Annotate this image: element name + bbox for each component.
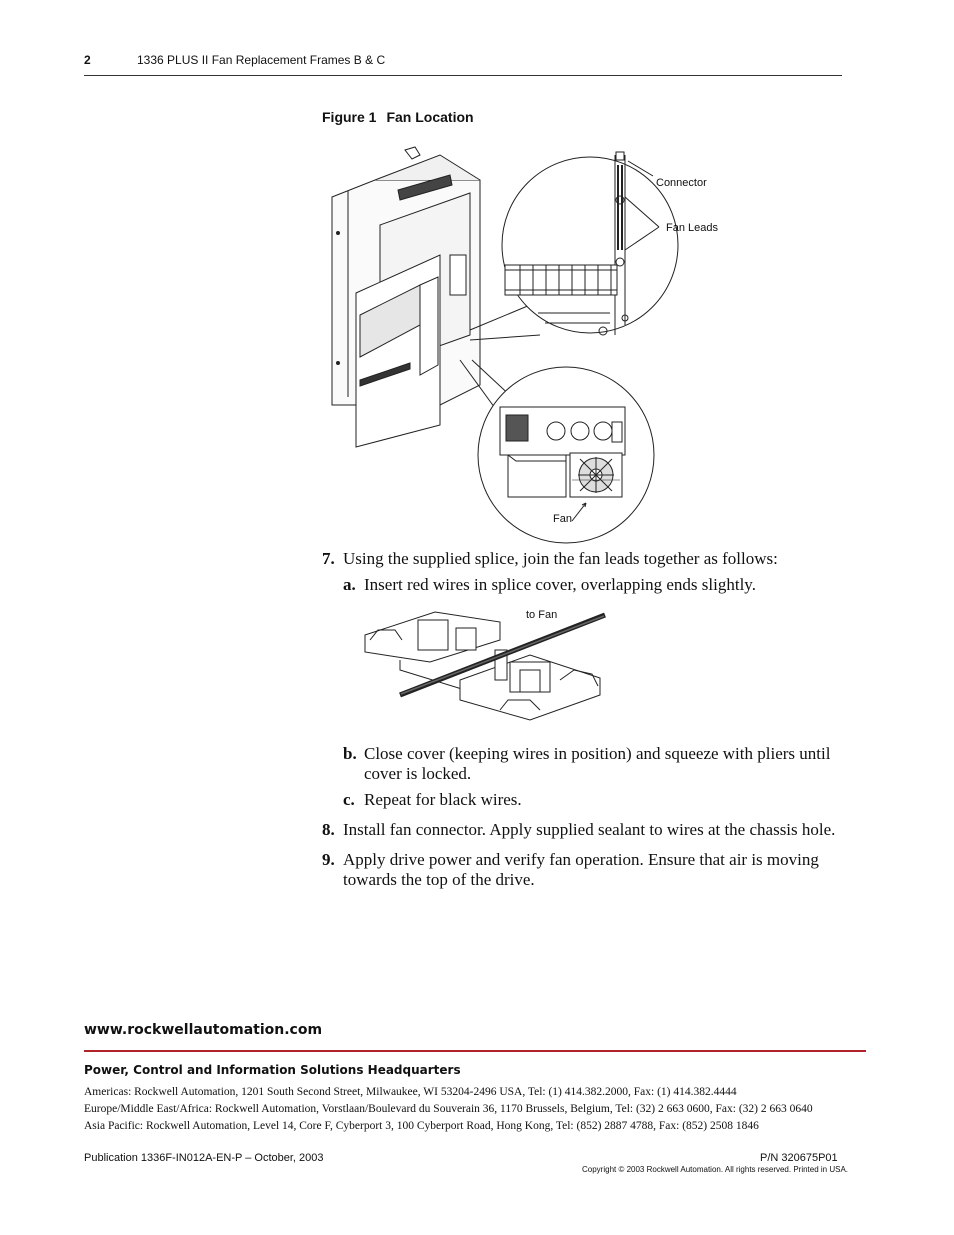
step-text: Using the supplied splice, join the fan leads together as follows: bbox=[343, 549, 778, 568]
address-emea: Europe/Middle East/Africa: Rockwell Automation, Vorstlaan/Boulevard du Souverain 36, 1170 Brussels, Belgium, Tel: (32) 2 663 0600, Fax: (32) 2 663 0640 bbox=[84, 1103, 813, 1115]
part-number: P/N 320675P01 bbox=[760, 1152, 838, 1164]
fan-callout: Fan bbox=[553, 513, 572, 525]
footer-red-rule bbox=[84, 1050, 866, 1052]
substep-text-line2: cover is locked. bbox=[364, 764, 472, 783]
website-link[interactable]: www.rockwellautomation.com bbox=[84, 1022, 323, 1038]
step-number: 7. bbox=[322, 549, 335, 568]
publication-number: Publication 1336F-IN012A-EN-P – October, 2003 bbox=[84, 1152, 324, 1164]
figure-label: Figure 1 bbox=[322, 109, 377, 125]
figure-title: Fan Location bbox=[386, 109, 474, 125]
substep-text: Repeat for black wires. bbox=[364, 790, 522, 809]
fan-detail-circle bbox=[478, 367, 654, 543]
substep-text: Insert red wires in splice cover, overlapping ends slightly. bbox=[364, 575, 756, 594]
address-americas: Americas: Rockwell Automation, 1201 South Second Street, Milwaukee, WI 53204-2496 USA, Tel: (1) 414.382.2000, Fax: (1) 414.382.4444 bbox=[84, 1086, 737, 1098]
running-header-title: 1336 PLUS II Fan Replacement Frames B & C bbox=[137, 53, 386, 67]
connector-callout: Connector bbox=[656, 177, 707, 189]
connector-detail-circle bbox=[502, 152, 718, 335]
copyright: Copyright © 2003 Rockwell Automation. All rights reserved. Printed in USA. bbox=[582, 1165, 849, 1174]
splice-illustration bbox=[360, 600, 610, 735]
headquarters-title: Power, Control and Information Solutions Headquarters bbox=[84, 1063, 461, 1077]
step-text: Install fan connector. Apply supplied sealant to wires at the chassis hole. bbox=[343, 820, 836, 839]
step-number: 8. bbox=[322, 820, 335, 839]
figure-caption bbox=[322, 109, 474, 125]
header-rule bbox=[84, 75, 842, 76]
substep-letter: b. bbox=[343, 744, 357, 763]
step-text-line1: Apply drive power and verify fan operation. Ensure that air is moving bbox=[343, 850, 819, 869]
fan-leads-callout: Fan Leads bbox=[666, 222, 718, 234]
substep-letter: c. bbox=[343, 790, 355, 809]
substep-text-line1: Close cover (keeping wires in position) and squeeze with pliers until bbox=[364, 744, 831, 763]
substep-letter: a. bbox=[343, 575, 356, 594]
fan-location-figure bbox=[320, 135, 750, 545]
page-number: 2 bbox=[84, 53, 91, 67]
address-asia-pacific: Asia Pacific: Rockwell Automation, Level 14, Core F, Cyberport 3, 100 Cyberport Road, Hong Kong, Tel: (852) 2887 4788, Fax: (852) 2508 1846 bbox=[84, 1120, 759, 1132]
to-fan-label: to Fan bbox=[526, 609, 558, 621]
step-text-line2: towards the top of the drive. bbox=[343, 870, 535, 889]
step-number: 9. bbox=[322, 850, 335, 869]
